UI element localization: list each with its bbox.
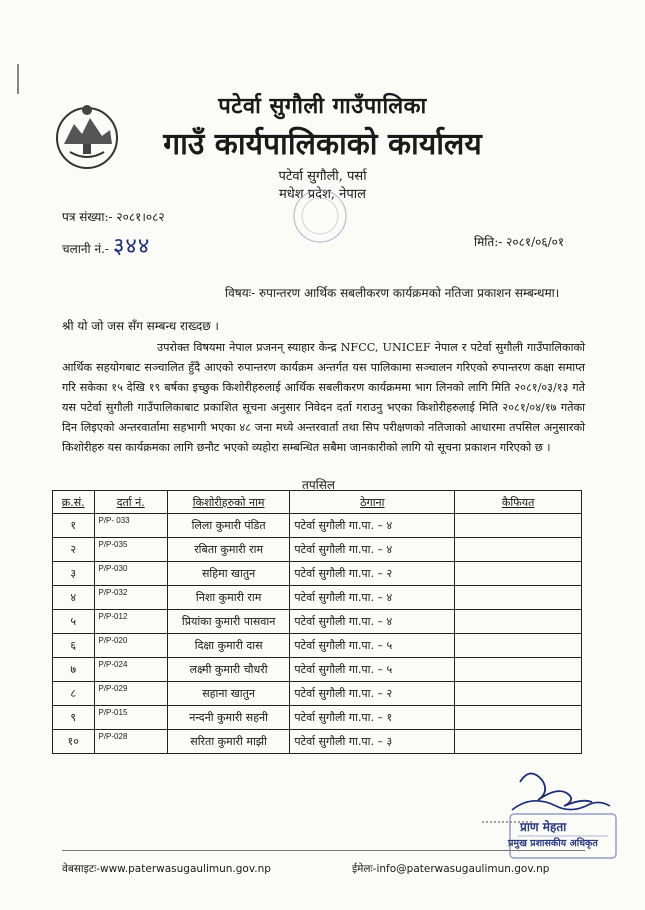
name-cell: लिला कुमारी पंडित <box>167 514 289 538</box>
registration-cell: P/P-024 <box>94 658 167 682</box>
address-cell: पटेर्वा सुगौली गा.पा. – ५ <box>290 634 455 658</box>
table-row <box>53 706 582 730</box>
dispatch-number <box>62 230 150 260</box>
table-row <box>53 514 582 538</box>
remarks-cell <box>455 610 582 634</box>
address-cell: पटेर्वा सुगौली गा.पा. – २ <box>290 682 455 706</box>
registration-cell: P/P-020 <box>94 634 167 658</box>
serial-cell: ७ <box>53 658 95 682</box>
body-paragraph: उपरोक्त विषयमा नेपाल प्रजनन् स्याहार केन्द्र NFCC, UNICEF नेपाल र पटेर्वा सुगौली गाउँपालिकाको आर्थिक सहयोगबाट सञ्चालित हुँदै आएको रुपान्तरण कार्यक्रम अन्तर्गत यस पालिकामा सञ्चालन गरिएको रुपान्तरण कक्षा समाप्त गरि सकेका १५ देखि १९ बर्षका इच्छुक किशोरीहरुलाई आर्थिक सबलीकरण कार्यक्रममा भाग लिनको लागि मिति २०८१/०३/१३ गते यस पटेर्वा सुगौली गाउँपालिकाबाट प्रकाशित सूचना अनुसार निवेदन दर्ता गराउनु भएका किशोरीहरुलाई मिति २०८१/०४/१७ गतेका दिन लिइएको अन्तरवार्तामा सहभागी भएका ४८ जना मध्ये अन्तरवार्ता तथा सिप परीक्षणको नतिजाको आधारमा तपसिल अनुसारको किशोरीहरु यस कार्यक्रमका लागि छनौट भएको व्यहोरा सम्बन्धित सबैमा जानकारीको लागि यो सूचना प्रकाशन गरिएको छ । <box>62 341 585 454</box>
office-title: गाउँ कार्यपालिकाको कार्यालय <box>163 127 482 162</box>
address-cell: पटेर्वा सुगौली गा.पा. – ४ <box>290 538 455 562</box>
address-line-2: मधेश प्रदेश, नेपाल <box>279 187 366 202</box>
address-cell: पटेर्वा सुगौली गा.पा. – २ <box>290 562 455 586</box>
table-row <box>53 610 582 634</box>
remarks-cell <box>455 682 582 706</box>
serial-cell: ४ <box>53 586 95 610</box>
serial-cell: ८ <box>53 682 95 706</box>
serial-cell: ६ <box>53 634 95 658</box>
name-cell: सहिमा खातुन <box>167 562 289 586</box>
registration-cell: P/P-032 <box>94 586 167 610</box>
registration-cell: P/P-035 <box>94 538 167 562</box>
address-cell: पटेर्वा सुगौली गा.पा. – ४ <box>290 610 455 634</box>
address-cell: पटेर्वा सुगौली गा.पा. – ३ <box>290 730 455 754</box>
remarks-cell <box>455 730 582 754</box>
remarks-cell <box>455 706 582 730</box>
address-line-1: पटेर्वा सुगौली, पर्सा <box>278 169 367 184</box>
municipality-name: पटेर्वा सुगौली गाउँपालिका <box>218 93 427 119</box>
footer-email: ईमेलः-info@paterwasugaulimun.gov.np <box>352 863 550 875</box>
table-header-row <box>53 491 582 514</box>
signatory-title: प्रमुख प्रशासकीय अधिकृत <box>508 838 598 849</box>
name-cell: दिक्षा कुमारी दास <box>167 634 289 658</box>
table-row <box>53 682 582 706</box>
name-cell: रबिता कुमारी राम <box>167 538 289 562</box>
col-remarks: कैफियत <box>455 491 582 514</box>
remarks-cell <box>455 586 582 610</box>
office-stamp <box>270 178 370 244</box>
letter-date: मिति:- २०८१/०६/०१ <box>474 235 565 249</box>
footer-website: वेबसाइटः-www.paterwasugaulimun.gov.np <box>62 863 271 875</box>
serial-cell: २ <box>53 538 95 562</box>
signatory-name: प्राण मेहता <box>520 820 567 834</box>
serial-cell: ३ <box>53 562 95 586</box>
col-serial: क्र.सं. <box>53 491 95 514</box>
dispatch-handwritten-number: ३४४ <box>112 234 151 259</box>
col-name: किशोरीहरुको नाम <box>167 491 289 514</box>
name-cell: नन्दनी कुमारी सहनी <box>167 706 289 730</box>
table-row <box>53 562 582 586</box>
remarks-cell <box>455 634 582 658</box>
remarks-cell <box>455 514 582 538</box>
subject-line: विषयः- रुपान्तरण आर्थिक सबलीकरण कार्यक्रमको नतिजा प्रकाशन सम्बन्धमा। <box>225 286 560 300</box>
footer-divider <box>62 850 585 851</box>
table-row <box>53 730 582 754</box>
name-cell: सरिता कुमारी माझी <box>167 730 289 754</box>
col-registration: दर्ता नं. <box>94 491 167 514</box>
registration-cell: P/P-029 <box>94 682 167 706</box>
table-row <box>53 634 582 658</box>
name-cell: प्रियांका कुमारी पासवान <box>167 610 289 634</box>
table-caption: तपसिल <box>302 478 336 492</box>
serial-cell: १० <box>53 730 95 754</box>
dispatch-label: चलानी नं.- <box>62 242 109 256</box>
table-row <box>53 538 582 562</box>
registration-cell: P/P-015 <box>94 706 167 730</box>
registration-cell: P/P- 033 <box>94 514 167 538</box>
table-row <box>53 658 582 682</box>
selection-table <box>52 490 582 754</box>
address-cell: पटेर्वा सुगौली गा.पा. – ४ <box>290 586 455 610</box>
serial-cell: ९ <box>53 706 95 730</box>
salutation: श्री यो जो जस सँग सम्बन्ध राख्दछ । <box>62 319 219 333</box>
address-cell: पटेर्वा सुगौली गा.पा. – ५ <box>290 658 455 682</box>
name-cell: लक्ष्मी कुमारी चौधरी <box>167 658 289 682</box>
remarks-cell <box>455 538 582 562</box>
registration-cell: P/P-012 <box>94 610 167 634</box>
name-cell: सहाना खातुन <box>167 682 289 706</box>
remarks-cell <box>455 658 582 682</box>
table-row <box>53 586 582 610</box>
address-cell: पटेर्वा सुगौली गा.पा. – ४ <box>290 514 455 538</box>
letter-number: पत्र संख्या:- २०८१।०८२ <box>62 210 165 224</box>
registration-cell: P/P-028 <box>94 730 167 754</box>
col-address: ठेगाना <box>290 491 455 514</box>
registration-cell: P/P-030 <box>94 562 167 586</box>
address-cell: पटेर्वा सुगौली गा.पा. – १ <box>290 706 455 730</box>
serial-cell: ५ <box>53 610 95 634</box>
name-cell: निशा कुमारी राम <box>167 586 289 610</box>
serial-cell: १ <box>53 514 95 538</box>
remarks-cell <box>455 562 582 586</box>
